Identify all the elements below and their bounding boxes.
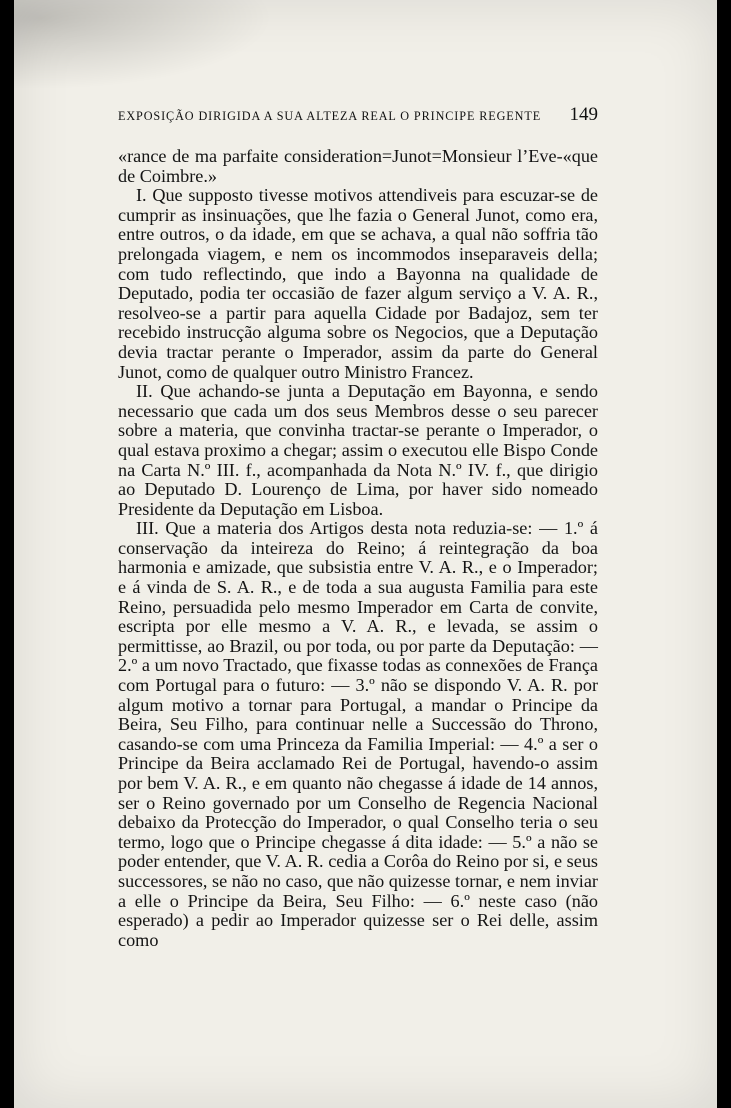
running-title: EXPOSIÇÃO DIRIGIDA A SUA ALTEZA REAL O PRINCIPE REGENTE: [118, 109, 542, 123]
body-text: [118, 147, 598, 950]
book-page: [14, 0, 717, 1108]
page-header: [118, 104, 598, 126]
page-stain: [14, 0, 274, 90]
paragraph-item-3: III. Que a materia dos Artigos desta nota reduzia-se: — 1.º á conservação da inteireza do Reino; á reintegração da boa harmonia e amizade, que subsistia entre V. A. R., e o Imperador; e á vinda de S. A. R., e de toda a sua augusta Familia para este Reino, persuadida pelo mesmo Imperador em Carta de convite, escripta por elle mesmo a V. A. R., e levada, se assim o permittisse, ao Brazil, ou por toda, ou por parte da Deputação: — 2.º a um novo Tractado, que fixasse todas as connexões de França com Portugal para o futuro: — 3.º não se dispondo V. A. R. por algum motivo a tornar para Portugal, a mandar o Principe da Beira, Seu Filho, para continuar nelle a Successão do Throno, casando-se com uma Princeza da Familia Imperial: — 4.º a ser o Principe da Beira acclamado Rei de Portugal, havendo-o assim por bem V. A. R., e em quanto não chegasse á idade de 14 annos, ser o Reino governado por um Conselho de Regencia Nacional debaixo da Protecção do Imperador, o qual Conselho teria o seu termo, logo que o Principe chegasse á dita idade: — 5.º a não se poder entender, que V. A. R. cedia a Corôa do Reino por si, e seus successores, se não no caso, que não quizesse tornar, e nem inviar a elle o Principe da Beira, Seu Filho: — 6.º neste caso (não esperado) a pedir ao Imperador quizesse ser o Rei delle, assim como: [118, 518, 598, 950]
page-number: 149: [569, 104, 598, 125]
paragraph-item-2: II. Que achando-se junta a Deputação em Bayonna, e sendo necessario que cada um dos seus Membros desse o seu parecer sobre a materia, que convinha tractar-se perante o Imperador, o qual estava proximo a chegar; assim o executou elle Bispo Conde na Carta N.º III. f., acompanhada da Nota N.º IV. f., que dirigio ao Deputado D. Lourenço de Lima, por haver sido nomeado Presidente da Deputação em Lisboa.: [118, 381, 598, 519]
paragraph-closing-quote: «rance de ma parfaite consideration=Junot=Monsieur l’Eve-«que de Coimbre.»: [118, 146, 598, 186]
paragraph-item-1: I. Que supposto tivesse motivos attendiveis para escuzar-se de cumprir as insinuações, que lhe fazia o General Junot, como era, entre outros, o da idade, em que se achava, a qual não soffria tão prelongada viagem, e nem os incommodos inseparaveis della; com tudo reflectindo, que indo a Bayonna na qualidade de Deputado, podia ter occasião de fazer algum serviço a V. A. R., resolveo-se a partir para aquella Cidade por Badajoz, sem ter recebido instrucção alguma sobre os Negocios, que a Deputação devia tractar perante o Imperador, assim da parte do General Junot, como de qualquer outro Ministro Francez.: [118, 185, 598, 382]
